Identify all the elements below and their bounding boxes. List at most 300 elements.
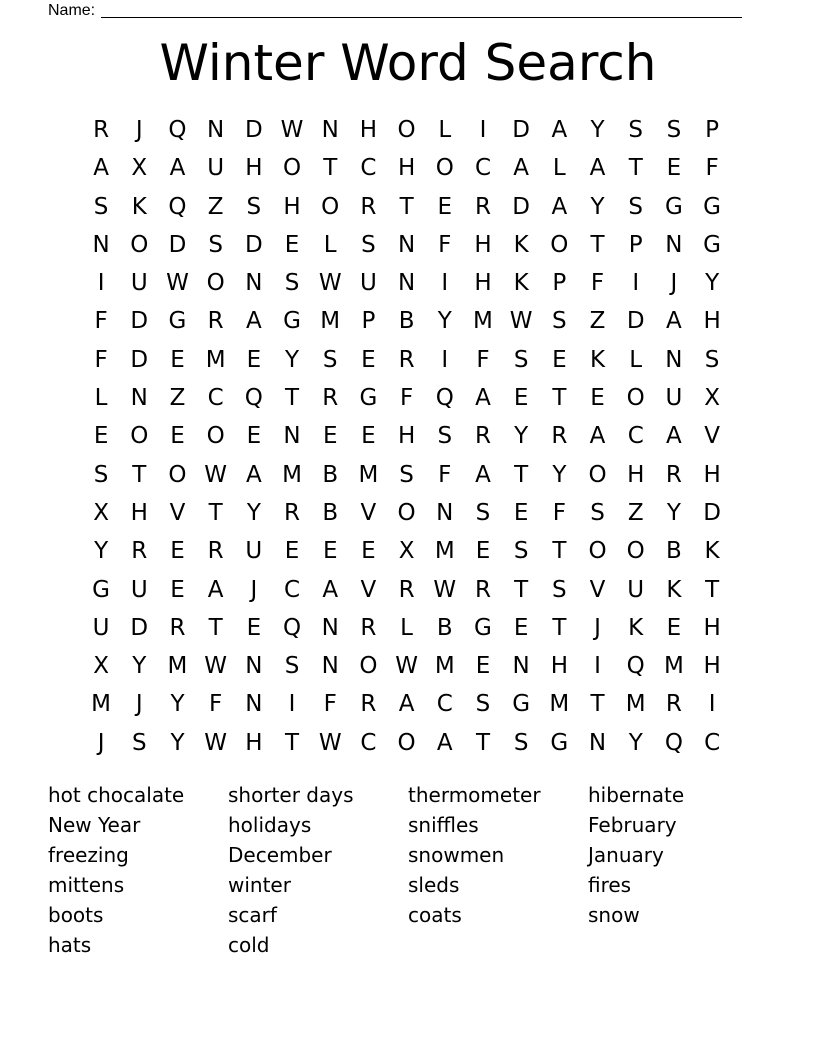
- grid-letter: S: [284, 653, 300, 680]
- grid-letter: E: [170, 423, 185, 450]
- grid-letter: A: [589, 155, 606, 182]
- grid-letter: U: [245, 538, 263, 565]
- grid-letter: S: [666, 117, 682, 143]
- word-bank-column: [588, 780, 768, 960]
- grid-letter: E: [322, 538, 338, 565]
- grid-letter: E: [513, 499, 529, 526]
- grid-row: [82, 724, 732, 762]
- grid-letter: Y: [170, 691, 185, 718]
- grid-letter: T: [285, 385, 300, 412]
- grid-letter: H: [474, 231, 492, 258]
- grid-letter: N: [665, 346, 683, 373]
- grid-letter: G: [359, 385, 378, 412]
- grid-letter: S: [552, 308, 567, 335]
- grid-letter: F: [552, 499, 566, 526]
- grid-letter: M: [473, 308, 493, 335]
- grid-letter: U: [92, 614, 110, 641]
- grid-letter: J: [594, 614, 601, 641]
- grid-letter: P: [705, 117, 720, 143]
- grid-letter: A: [666, 308, 682, 335]
- grid-letter: S: [704, 346, 720, 373]
- grid-letter: J: [135, 691, 143, 718]
- grid-letter: S: [628, 117, 644, 143]
- grid-letter: E: [284, 231, 300, 258]
- grid-letter: N: [512, 653, 530, 680]
- grid-letter: R: [665, 461, 682, 488]
- grid-letter: E: [666, 155, 682, 182]
- grid-letter: O: [282, 155, 302, 182]
- grid-letter: L: [94, 385, 108, 412]
- grid-letter: P: [628, 231, 643, 258]
- grid-letter: F: [476, 346, 490, 373]
- grid-letter: O: [206, 270, 225, 297]
- grid-letter: N: [436, 499, 454, 526]
- grid-letter: Y: [437, 308, 452, 335]
- grid-letter: S: [475, 691, 491, 718]
- word-bank-item: boots: [48, 903, 104, 927]
- grid-letter: C: [474, 155, 491, 182]
- grid-letter: M: [167, 653, 188, 680]
- grid-letter: L: [438, 117, 452, 143]
- grid-letter: J: [135, 117, 143, 143]
- grid-letter: T: [208, 499, 223, 526]
- grid-letter: Q: [664, 729, 683, 756]
- grid-letter: A: [551, 117, 568, 143]
- word-bank-item: shorter days: [228, 783, 354, 807]
- grid-letter: D: [244, 231, 263, 258]
- grid-letter: W: [204, 653, 228, 680]
- grid-letter: R: [398, 576, 415, 603]
- grid-letter: G: [168, 308, 187, 335]
- grid-letter: M: [625, 691, 646, 718]
- grid-letter: L: [400, 614, 413, 641]
- grid-letter: Z: [627, 499, 644, 526]
- grid-letter: N: [321, 653, 339, 680]
- grid-letter: C: [627, 423, 644, 450]
- grid-letter: E: [475, 538, 491, 565]
- word-bank-column: [48, 780, 228, 960]
- grid-letter: J: [670, 270, 678, 297]
- grid-letter: M: [434, 538, 455, 565]
- grid-letter: A: [207, 576, 224, 603]
- grid-letter: E: [513, 614, 529, 641]
- grid-letter: O: [206, 423, 225, 450]
- grid-letter: S: [590, 499, 605, 526]
- word-bank-item: thermometer: [408, 783, 541, 807]
- word-bank-item: sleds: [408, 873, 460, 897]
- word-bank: [48, 780, 788, 960]
- grid-letter: F: [438, 231, 452, 258]
- grid-letter: S: [399, 461, 414, 488]
- grid-letter: R: [551, 423, 568, 450]
- grid-letter: T: [628, 155, 643, 182]
- grid-letter: Y: [285, 346, 300, 373]
- grid-letter: S: [322, 346, 338, 373]
- grid-letter: A: [475, 461, 491, 488]
- grid-letter: H: [397, 423, 416, 450]
- grid-letter: H: [703, 308, 721, 335]
- grid-letter: X: [131, 155, 148, 182]
- grid-letter: W: [280, 117, 304, 143]
- grid-letter: U: [130, 576, 148, 603]
- grid-letter: U: [627, 576, 645, 603]
- grid-letter: T: [552, 385, 567, 412]
- grid-letter: S: [437, 423, 453, 450]
- grid-letter: Y: [705, 270, 720, 297]
- grid-letter: R: [474, 423, 491, 450]
- grid-letter: A: [551, 193, 568, 220]
- page-title: Winter Word Search: [159, 34, 657, 92]
- grid-letter: D: [512, 193, 531, 220]
- word-bank-item: coats: [408, 903, 462, 927]
- grid-letter: H: [245, 729, 263, 756]
- grid-letter: F: [399, 385, 414, 412]
- grid-letter: T: [590, 691, 605, 718]
- grid-letter: F: [323, 691, 337, 718]
- word-bank-item: New Year: [48, 813, 141, 837]
- word-bank-item: hibernate: [588, 783, 685, 807]
- grid-letter: E: [170, 538, 185, 565]
- grid-letter: R: [169, 614, 186, 641]
- grid-letter: G: [92, 576, 110, 603]
- grid-letter: U: [665, 385, 683, 412]
- grid-letter: Q: [168, 117, 187, 143]
- grid-row: [82, 647, 732, 685]
- grid-letter: M: [434, 653, 455, 680]
- grid-letter: J: [97, 729, 105, 756]
- grid-letter: A: [475, 385, 491, 412]
- grid-letter: K: [589, 346, 606, 373]
- word-bank-item: December: [228, 843, 332, 867]
- grid-row: [82, 188, 732, 226]
- grid-letter: N: [245, 691, 263, 718]
- grid-letter: S: [513, 346, 529, 373]
- grid-letter: O: [397, 117, 416, 143]
- grid-letter: V: [589, 576, 606, 603]
- grid-letter: I: [632, 270, 640, 297]
- grid-letter: E: [437, 193, 453, 220]
- grid-letter: T: [208, 614, 223, 641]
- grid-letter: X: [398, 538, 415, 565]
- grid-letter: R: [284, 499, 301, 526]
- word-bank-column: [228, 780, 408, 960]
- grid-letter: O: [626, 538, 645, 565]
- grid-letter: F: [209, 691, 223, 718]
- grid-letter: C: [284, 576, 301, 603]
- grid-letter: J: [250, 576, 258, 603]
- grid-letter: D: [244, 117, 263, 143]
- grid-letter: P: [552, 270, 567, 297]
- grid-letter: T: [323, 155, 338, 182]
- grid-letter: N: [588, 729, 607, 756]
- grid-letter: G: [512, 691, 531, 718]
- grid-letter: I: [441, 270, 449, 297]
- grid-letter: H: [703, 614, 721, 641]
- grid-letter: S: [93, 193, 109, 220]
- grid-letter: H: [474, 270, 492, 297]
- grid-row: [82, 494, 732, 532]
- grid-letter: E: [246, 423, 262, 450]
- grid-letter: W: [395, 653, 418, 680]
- grid-letter: E: [361, 346, 376, 373]
- grid-letter: Y: [132, 653, 147, 680]
- grid-letter: V: [704, 423, 720, 450]
- grid-letter: L: [629, 346, 643, 373]
- grid-letter: Y: [628, 729, 643, 756]
- name-blank-line: [101, 3, 742, 18]
- grid-letter: G: [664, 193, 683, 220]
- grid-letter: E: [513, 385, 529, 412]
- grid-letter: M: [358, 461, 379, 488]
- grid-letter: O: [588, 538, 607, 565]
- grid-letter: B: [398, 308, 415, 335]
- grid-letter: W: [318, 729, 342, 756]
- grid-letter: G: [703, 231, 721, 258]
- grid-row: [82, 379, 732, 417]
- grid-letter: I: [479, 117, 487, 143]
- grid-letter: Q: [244, 385, 263, 412]
- grid-row: [82, 149, 732, 187]
- grid-letter: N: [397, 231, 416, 258]
- name-field-row: [48, 0, 742, 20]
- grid-letter: H: [283, 193, 301, 220]
- grid-letter: E: [284, 538, 300, 565]
- grid-letter: K: [666, 576, 682, 603]
- grid-letter: Y: [514, 423, 529, 450]
- grid-letter: E: [361, 538, 376, 565]
- grid-letter: S: [513, 538, 529, 565]
- grid-letter: E: [170, 346, 185, 373]
- grid-letter: F: [94, 308, 108, 335]
- grid-letter: Q: [435, 385, 454, 412]
- grid-row: [82, 302, 732, 340]
- grid-letter: A: [245, 308, 262, 335]
- grid-letter: T: [514, 576, 529, 603]
- grid-letter: E: [93, 423, 109, 450]
- grid-letter: C: [436, 691, 453, 718]
- word-bank-item: winter: [228, 873, 291, 897]
- grid-letter: H: [130, 499, 148, 526]
- grid-letter: O: [588, 461, 607, 488]
- grid-row: [82, 532, 732, 570]
- grid-letter: I: [708, 691, 716, 718]
- grid-letter: R: [93, 117, 110, 143]
- grid-letter: S: [246, 193, 262, 220]
- grid-letter: W: [509, 308, 533, 335]
- grid-letter: E: [246, 614, 262, 641]
- grid-letter: O: [397, 729, 416, 756]
- grid-letter: O: [130, 231, 149, 258]
- grid-letter: A: [398, 691, 415, 718]
- grid-letter: W: [166, 270, 189, 297]
- word-bank-item: January: [588, 843, 664, 867]
- grid-letter: D: [130, 614, 149, 641]
- grid-row: [82, 226, 732, 264]
- grid-letter: E: [552, 346, 567, 373]
- grid-letter: M: [663, 653, 684, 680]
- grid-letter: X: [93, 499, 109, 526]
- grid-letter: R: [360, 614, 377, 641]
- grid-letter: D: [130, 346, 149, 373]
- grid-letter: O: [435, 155, 454, 182]
- grid-letter: T: [132, 461, 147, 488]
- grid-letter: V: [169, 499, 186, 526]
- grid-letter: C: [207, 385, 224, 412]
- grid-letter: M: [282, 461, 302, 488]
- grid-letter: T: [285, 729, 300, 756]
- grid-letter: V: [360, 576, 377, 603]
- grid-letter: O: [321, 193, 340, 220]
- grid-letter: T: [475, 729, 490, 756]
- grid-letter: Z: [207, 193, 224, 220]
- grid-letter: A: [589, 423, 606, 450]
- grid-letter: S: [361, 231, 376, 258]
- grid-letter: A: [322, 576, 339, 603]
- grid-letter: D: [512, 117, 531, 143]
- grid-letter: M: [205, 346, 226, 373]
- grid-row: [82, 341, 732, 379]
- grid-letter: S: [552, 576, 567, 603]
- grid-letter: S: [628, 193, 644, 220]
- grid-letter: A: [169, 155, 186, 182]
- grid-letter: U: [207, 155, 225, 182]
- grid-letter: Q: [168, 193, 187, 220]
- grid-letter: X: [93, 653, 109, 680]
- grid-letter: E: [322, 423, 338, 450]
- grid-letter: I: [97, 270, 105, 297]
- grid-letter: F: [705, 155, 719, 182]
- grid-letter: W: [318, 270, 342, 297]
- grid-letter: P: [361, 308, 376, 335]
- grid-letter: K: [513, 270, 529, 297]
- grid-row: [82, 685, 732, 723]
- grid-letter: D: [703, 499, 721, 526]
- grid-row: [82, 264, 732, 302]
- grid-letter: N: [397, 270, 416, 297]
- grid-letter: M: [549, 691, 570, 718]
- grid-letter: H: [627, 461, 645, 488]
- grid-letter: B: [436, 614, 453, 641]
- grid-letter: A: [245, 461, 262, 488]
- grid-letter: N: [207, 117, 225, 143]
- word-bank-item: snow: [588, 903, 640, 927]
- grid-letter: T: [514, 461, 529, 488]
- grid-letter: T: [705, 576, 720, 603]
- grid-letter: O: [168, 461, 187, 488]
- grid-letter: N: [92, 231, 110, 258]
- grid-letter: V: [360, 499, 377, 526]
- grid-letter: Y: [170, 729, 185, 756]
- grid-letter: O: [359, 653, 378, 680]
- grid-letter: I: [288, 691, 296, 718]
- name-label: Name:: [48, 2, 96, 19]
- grid-letter: B: [322, 499, 339, 526]
- grid-letter: O: [130, 423, 149, 450]
- grid-letter: C: [360, 729, 377, 756]
- grid-letter: K: [628, 614, 644, 641]
- grid-letter: S: [284, 270, 300, 297]
- grid-letter: Q: [282, 614, 302, 641]
- grid-letter: B: [322, 461, 339, 488]
- grid-letter: E: [246, 346, 262, 373]
- grid-letter: Y: [246, 499, 261, 526]
- word-bank-item: mittens: [48, 873, 125, 897]
- grid-letter: W: [433, 576, 457, 603]
- grid-letter: R: [207, 538, 224, 565]
- grid-letter: G: [283, 308, 301, 335]
- grid-letter: G: [703, 193, 721, 220]
- grid-letter: N: [665, 231, 683, 258]
- grid-letter: N: [245, 270, 263, 297]
- grid-letter: B: [666, 538, 682, 565]
- grid-letter: R: [474, 576, 491, 603]
- grid-letter: N: [283, 423, 301, 450]
- grid-letter: C: [360, 155, 377, 182]
- grid-letter: Y: [552, 461, 567, 488]
- grid-letter: D: [130, 308, 149, 335]
- grid-letter: Y: [590, 193, 605, 220]
- grid-letter: W: [204, 729, 228, 756]
- grid-letter: T: [399, 193, 414, 220]
- grid-letter: K: [513, 231, 529, 258]
- word-bank-item: February: [588, 813, 677, 837]
- grid-letter: A: [93, 155, 109, 182]
- grid-letter: R: [131, 538, 148, 565]
- grid-letter: D: [168, 231, 187, 258]
- grid-letter: Y: [666, 499, 681, 526]
- grid-letter: Z: [589, 308, 606, 335]
- grid-letter: S: [131, 729, 147, 756]
- grid-letter: S: [93, 461, 109, 488]
- grid-letter: M: [91, 691, 112, 718]
- grid-letter: F: [94, 346, 108, 373]
- grid-letter: E: [475, 653, 491, 680]
- grid-letter: N: [321, 117, 339, 143]
- grid-letter: R: [474, 193, 491, 220]
- grid-letter: O: [397, 499, 416, 526]
- grid-letter: X: [704, 385, 720, 412]
- word-bank-item: cold: [228, 933, 270, 957]
- grid-letter: F: [590, 270, 605, 297]
- grid-letter: R: [360, 691, 377, 718]
- grid-letter: F: [438, 461, 452, 488]
- grid-letter: L: [552, 155, 566, 182]
- grid-row: [82, 111, 732, 149]
- word-bank-item: hot chocalate: [48, 783, 185, 807]
- grid-letter: H: [703, 461, 721, 488]
- grid-letter: U: [359, 270, 377, 297]
- grid-letter: O: [550, 231, 569, 258]
- grid-letter: R: [360, 193, 377, 220]
- grid-letter: H: [703, 653, 721, 680]
- grid-letter: O: [626, 385, 645, 412]
- grid-letter: S: [208, 231, 223, 258]
- grid-letter: H: [245, 155, 263, 182]
- grid-letter: T: [552, 614, 567, 641]
- grid-letter: T: [590, 231, 605, 258]
- grid-row: [82, 417, 732, 455]
- grid-letter: Q: [626, 653, 645, 680]
- grid-letter: A: [513, 155, 530, 182]
- grid-letter: R: [207, 308, 224, 335]
- grid-letter: N: [245, 653, 263, 680]
- grid-letter: C: [704, 729, 721, 756]
- word-bank-item: freezing: [48, 843, 129, 867]
- grid-letter: R: [322, 385, 339, 412]
- word-bank-item: holidays: [228, 813, 312, 837]
- grid-letter: R: [665, 691, 682, 718]
- grid-letter: A: [436, 729, 453, 756]
